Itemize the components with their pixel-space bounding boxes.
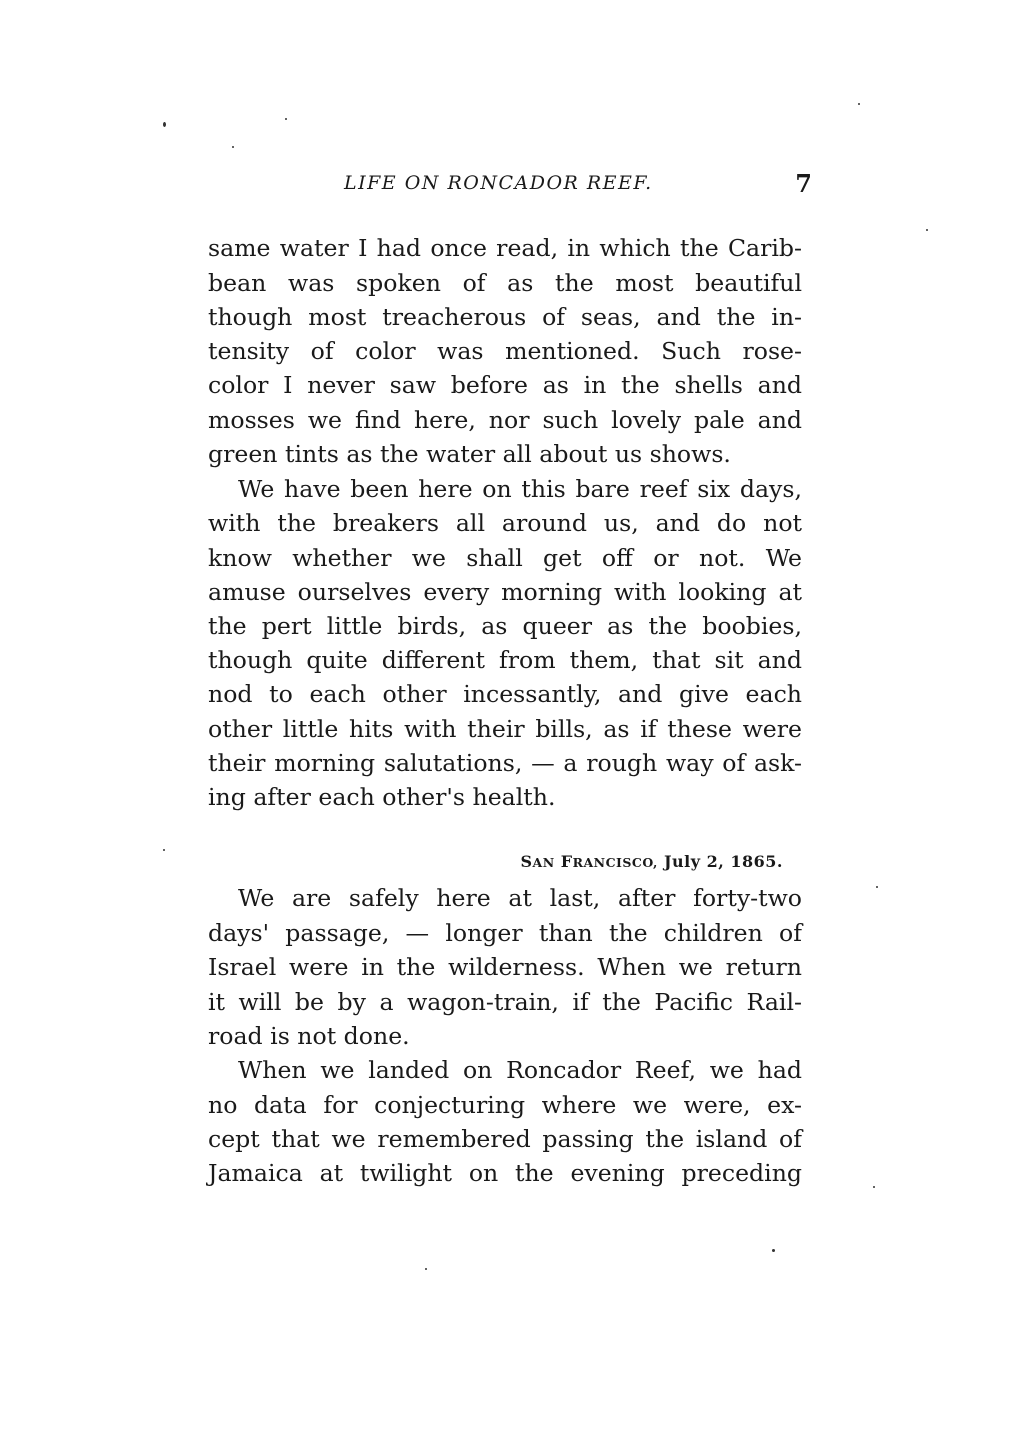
- text-line: though most treacherous of seas, and the in-: [208, 303, 802, 331]
- scan-speck: [163, 849, 165, 851]
- dateline: [520, 852, 783, 871]
- text-line: We are safely here at last, after forty-two: [238, 884, 802, 912]
- text-line: though quite different from them, that sit and: [208, 646, 802, 674]
- text-line: tensity of color was mentioned. Such rose-: [208, 337, 802, 365]
- page-number: 7: [795, 169, 812, 198]
- text-line: When we landed on Roncador Reef, we had: [238, 1056, 802, 1084]
- scan-speck: [858, 103, 860, 105]
- text-line: cept that we remembered passing the island of: [208, 1125, 802, 1153]
- scan-speck: [232, 146, 234, 148]
- dateline-initial: S: [520, 852, 533, 871]
- text-line: ing after each other's health.: [208, 783, 556, 811]
- dateline-date: July 2, 1865.: [663, 852, 783, 871]
- page-header: [208, 169, 812, 204]
- scan-speck: [285, 118, 287, 120]
- text-line: with the breakers all around us, and do not: [208, 509, 802, 537]
- text-line: road is not done.: [208, 1022, 410, 1050]
- text-line: nod to each other incessantly, and give each: [208, 680, 802, 708]
- scan-speck: [873, 1186, 875, 1188]
- dateline-initial: F: [560, 852, 573, 871]
- text-line: days' passage, — longer than the children of: [208, 919, 802, 947]
- text-line: color I never saw before as in the shells and: [208, 371, 802, 399]
- text-line: other little hits with their bills, as if these were: [208, 715, 802, 743]
- running-title: LIFE ON RONCADOR REEF.: [344, 172, 653, 194]
- text-line: Israel were in the wilderness. When we return: [208, 953, 802, 981]
- scan-speck: [425, 1268, 427, 1270]
- text-line: green tints as the water all about us shows.: [208, 440, 731, 468]
- dateline-smallcaps: RANCISCO,: [572, 855, 658, 870]
- text-line: bean was spoken of as the most beautiful: [208, 269, 802, 297]
- text-line: know whether we shall get off or not. We: [208, 544, 802, 572]
- text-line: mosses we find here, nor such lovely pale and: [208, 406, 802, 434]
- text-line: Jamaica at twilight on the evening preceding: [208, 1159, 802, 1187]
- text-line: no data for conjecturing where we were, ex-: [208, 1091, 802, 1119]
- dateline-smallcaps: AN: [532, 855, 555, 870]
- text-line: it will be by a wagon-train, if the Pacific Rail-: [208, 988, 802, 1016]
- text-line: the pert little birds, as queer as the boobies,: [208, 612, 802, 640]
- text-line: same water I had once read, in which the Carib-: [208, 234, 802, 262]
- scan-speck: [772, 1249, 775, 1252]
- scan-speck: [876, 886, 878, 888]
- text-line: amuse ourselves every morning with looking at: [208, 578, 802, 606]
- scan-speck: [926, 229, 928, 231]
- text-line: We have been here on this bare reef six days,: [238, 475, 802, 503]
- text-line: their morning salutations, — a rough way of ask-: [208, 749, 802, 777]
- scan-speck: [163, 122, 166, 127]
